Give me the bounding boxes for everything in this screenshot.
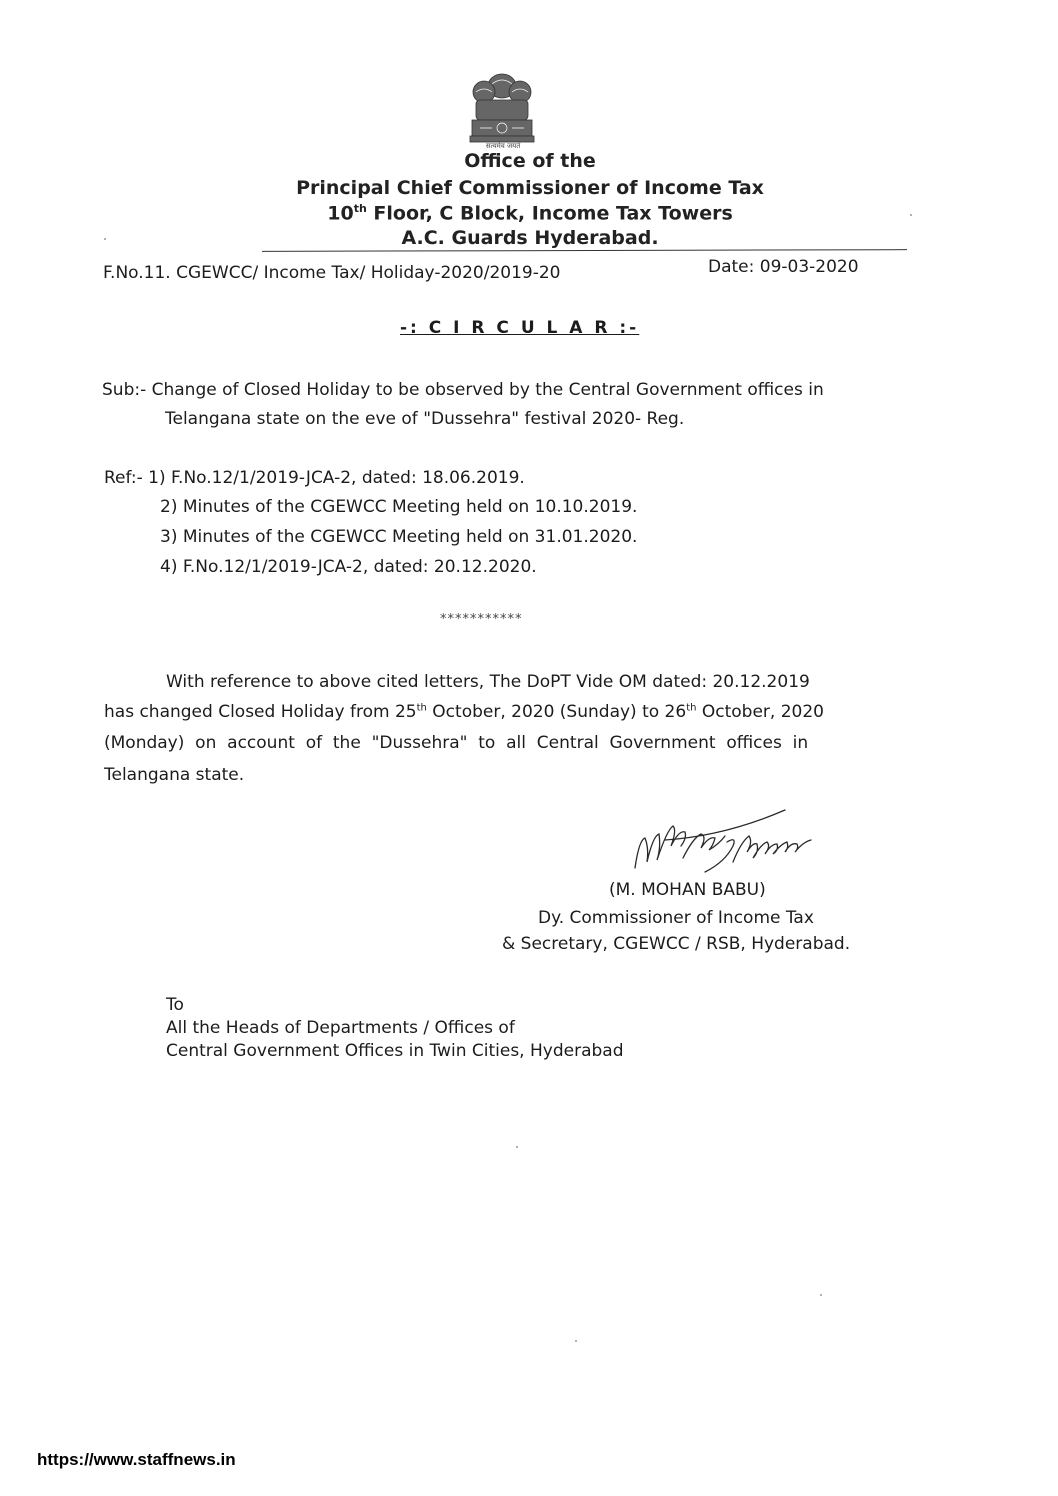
office-address-floor: 10th Floor, C Block, Income Tax Towers bbox=[327, 202, 733, 225]
scan-speck bbox=[910, 214, 912, 216]
scan-speck bbox=[820, 1294, 822, 1296]
scan-speck bbox=[104, 238, 106, 240]
circular-date: Date: 09-03-2020 bbox=[708, 257, 859, 277]
body-line-1: With reference to above cited letters, The DoPT Vide OM dated: 20.12.2019 bbox=[166, 672, 810, 692]
national-emblem-icon bbox=[462, 70, 542, 152]
recipient-line-2: Central Government Offices in Twin Cities, Hyderabad bbox=[166, 1041, 624, 1061]
subject-line-1: Sub:- Change of Closed Holiday to be observed by the Central Government offices in bbox=[102, 380, 824, 400]
office-name: Principal Chief Commissioner of Income Tax bbox=[296, 177, 764, 199]
body-line-4: Telangana state. bbox=[104, 765, 245, 785]
recipient-to: To bbox=[166, 995, 184, 1015]
separator: *********** bbox=[440, 612, 523, 627]
signatory-name: (M. MOHAN BABU) bbox=[609, 880, 766, 900]
file-number: F.No.11. CGEWCC/ Income Tax/ Holiday-2020/2019-20 bbox=[103, 263, 561, 283]
reference-item: 2) Minutes of the CGEWCC Meeting held on 10.10.2019. bbox=[160, 497, 638, 517]
reference-item: 3) Minutes of the CGEWCC Meeting held on 31.01.2020. bbox=[160, 527, 638, 547]
scan-speck bbox=[516, 1146, 518, 1148]
signatory-designation: Dy. Commissioner of Income Tax bbox=[538, 908, 814, 928]
scan-speck bbox=[575, 1340, 577, 1342]
circular-title: -: C I R C U L A R :- bbox=[400, 318, 640, 338]
handwritten-signature-icon bbox=[605, 800, 835, 880]
body-line-3: (Monday) on account of the "Dussehra" to all Central Government offices in bbox=[104, 733, 809, 753]
office-title: Office of the bbox=[464, 150, 596, 172]
reference-item: Ref:- 1) F.No.12/1/2019-JCA-2, dated: 18.06.2019. bbox=[104, 468, 525, 488]
emblem-caption: सत्यमेव जयते bbox=[485, 142, 521, 150]
subject-line-2: Telangana state on the eve of "Dussehra" festival 2020- Reg. bbox=[165, 409, 685, 429]
office-address-city: A.C. Guards Hyderabad. bbox=[401, 227, 659, 249]
recipient-line-1: All the Heads of Departments / Offices of bbox=[166, 1018, 515, 1038]
reference-item: 4) F.No.12/1/2019-JCA-2, dated: 20.12.2020. bbox=[160, 557, 537, 577]
body-line-2: has changed Closed Holiday from 25th October, 2020 (Sunday) to 26th October, 2020 bbox=[104, 702, 824, 722]
signatory-designation-secondary: & Secretary, CGEWCC / RSB, Hyderabad. bbox=[502, 934, 851, 954]
footer-url-link[interactable]: https://www.staffnews.in bbox=[37, 1450, 236, 1469]
header-divider bbox=[262, 249, 907, 252]
